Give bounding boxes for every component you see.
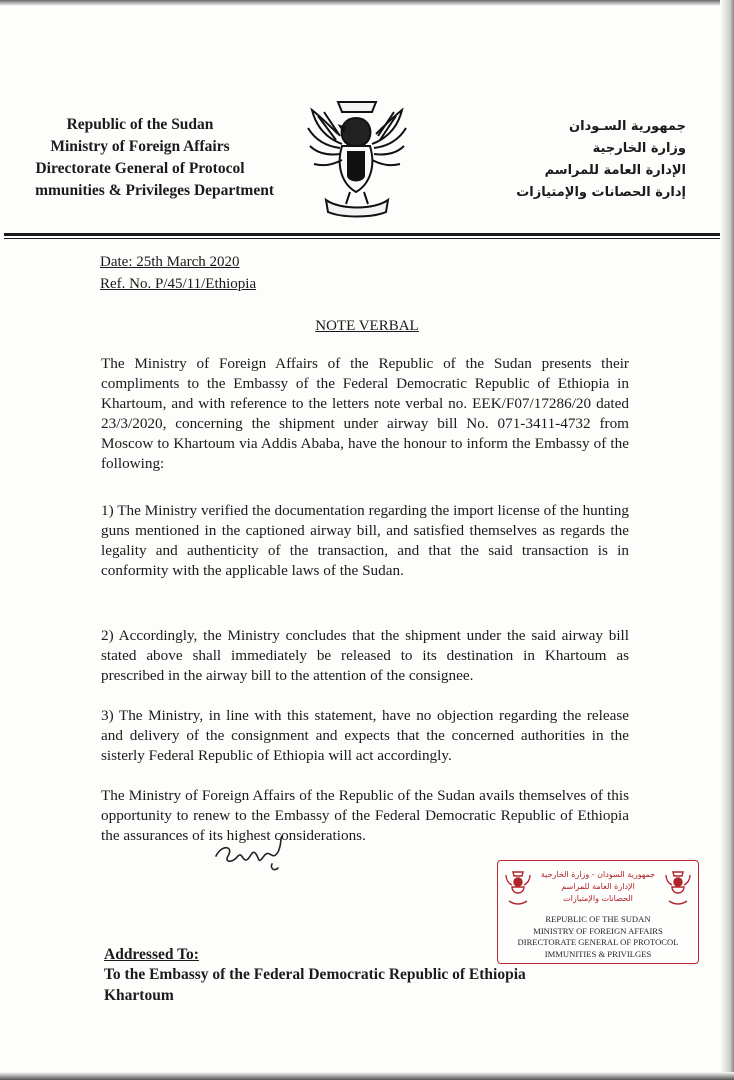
point-1-paragraph: 1) The Ministry verified the documentation regarding the import license of the hunting guns mentioned in the captioned airway bill, and satisfied themselves as regards the legality and authenticity of the transaction, and that the said transaction is in conformity with the applicable laws of the Sudan. — [101, 502, 629, 579]
closing-paragraph: The Ministry of Foreign Affairs of the Republic of the Sudan avails themselves of this opportunity to renew to the Embassy of the Federal Democratic Republic of Ethiopia the assurances of its highest considerations. — [101, 787, 629, 844]
letterhead-rule-thin — [4, 238, 720, 239]
opening-paragraph: The Ministry of Foreign Affairs of the Republic of the Sudan presents their compliments to the Embassy of the Federal Democratic Republic of Ethiopia in Khartoum, and with reference to the letters note verbal no. EEK/F07/17286/20 dated 23/3/2020, concerning the shipment under airway bill No. 071-3411-4732 from Moscow to Khartoum via Addis Ababa, have the honour to inform the Embassy of the following: — [101, 355, 629, 472]
addressee-line: To the Embassy of the Federal Democratic Republic of Ethiopia — [104, 966, 526, 983]
addressed-to-heading: Addressed To: — [104, 946, 199, 963]
stamp-en-line-1: REPUBLIC OF THE SUDAN — [545, 914, 651, 924]
point-3-paragraph: 3) The Ministry, in line with this statement, have no objection regarding the release and delivery of the consignment and expects that the concerned authorities in the sisterly Federal Republic of Ethiopia will act accordingly. — [101, 707, 629, 764]
letterhead-directorate: Directorate General of Protocol — [35, 160, 245, 177]
stamp-ar-line-2: الإدارة العامة للمراسم — [561, 882, 635, 891]
letterhead-arabic — [496, 116, 686, 204]
official-stamp — [497, 860, 699, 964]
document-date: Date: 25th March 2020 — [100, 254, 240, 270]
scan-shadow-top — [0, 0, 734, 6]
letterhead-ministry: Ministry of Foreign Affairs — [50, 138, 230, 155]
letterhead-ar-directorate: الإدارة العامة للمراسم — [544, 163, 686, 178]
stamp-ar-line-3: الحصانات والإمتيازات — [563, 894, 633, 903]
letterhead-ar-country: جمهورية السـودان — [569, 119, 686, 134]
reference-number: Ref. No. P/45/11/Ethiopia — [100, 276, 257, 292]
stamp-emblem-left-icon — [504, 869, 532, 907]
stamp-english — [498, 914, 698, 960]
stamp-en-line-4: IMMUNITIES & PRIVILGES — [544, 948, 652, 959]
addressee-city: Khartoum — [104, 987, 174, 1004]
letterhead-ar-ministry: وزارة الخارجية — [592, 141, 686, 156]
scan-shadow-right — [720, 0, 734, 1080]
point-2-paragraph: 2) Accordingly, the Ministry concludes that the shipment under the said airway bill stated above shall immediately be released to its destination in Khartoum as prescribed in the airway bill to the attention of the consignee. — [101, 627, 629, 684]
handwritten-signature — [212, 834, 298, 872]
stamp-ar-line-1: جمهورية السودان - وزارة الخارجية — [540, 870, 656, 879]
sudan-emblem-icon — [306, 96, 408, 220]
letterhead-english — [0, 114, 280, 202]
stamp-en-line-2: MINISTRY OF FOREIGN AFFAIRS — [533, 925, 663, 936]
document-title: NOTE VERBAL — [315, 318, 419, 334]
stamp-arabic — [532, 869, 664, 905]
stamp-en-line-3: DIRECTORATE GENERAL OF PROTOCOL — [517, 937, 679, 947]
scan-shadow-bottom — [0, 1072, 734, 1080]
letterhead-country: Republic of the Sudan — [66, 116, 214, 133]
letterhead-ar-department: إدارة الحصانات والإمتيازات — [516, 185, 686, 200]
letterhead-department: mmunities & Privileges Department — [35, 182, 274, 199]
stamp-emblem-right-icon — [664, 869, 692, 907]
letterhead-rule-thick — [4, 233, 720, 236]
